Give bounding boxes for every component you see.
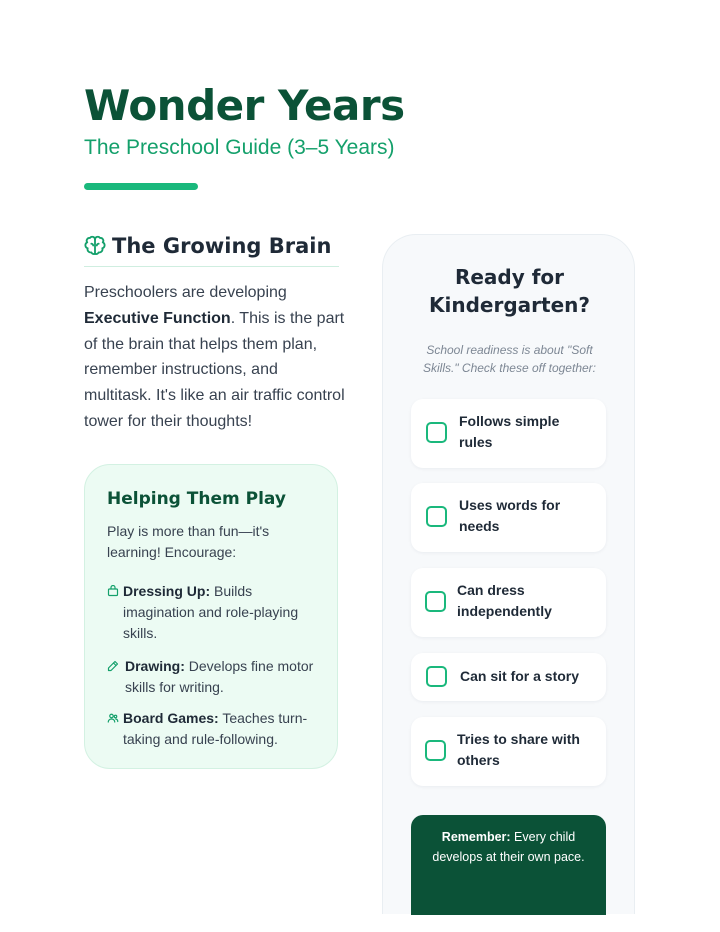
- hanger-icon: [107, 585, 119, 597]
- tip-text: [123, 708, 313, 750]
- brain-section-header: [84, 232, 339, 267]
- checklist-item[interactable]: [411, 568, 606, 637]
- tip-description: Teaches turn-taking and rule-following.: [123, 710, 308, 747]
- checklist-heading: Ready for Kindergarten?: [429, 265, 590, 317]
- executive-function-term: Executive Function: [84, 309, 231, 327]
- checkbox[interactable]: [425, 740, 446, 761]
- brain-heading: The Growing Brain: [112, 234, 332, 258]
- checkbox[interactable]: [425, 591, 446, 612]
- checklist-item[interactable]: [411, 717, 606, 786]
- tip-text: [125, 656, 315, 698]
- remember-message: Every child develops at their own pace.: [432, 830, 585, 864]
- remember-text: [421, 827, 596, 867]
- tip-description: Develops fine motor skills for writing.: [125, 658, 314, 695]
- play-heading: Helping Them Play: [107, 489, 286, 509]
- checkbox[interactable]: [426, 422, 447, 443]
- checklist-note: School readiness is about "Soft Skills." Check these off together:: [422, 343, 596, 375]
- checklist-item[interactable]: [411, 399, 606, 468]
- checklist-item-label: Tries to share with others: [457, 731, 580, 768]
- remember-callout: [411, 815, 606, 915]
- checklist-item-label: Can sit for a story: [460, 668, 580, 684]
- tip-label: Dressing Up:: [123, 583, 211, 599]
- remember-label: Remember:: [441, 830, 511, 844]
- brain-description: [84, 280, 346, 435]
- brain-text-continued: . This is the part of the brain that helps them plan, remember instructions, and multitask. It's like an air traffic control tower for their thoughts!: [84, 309, 345, 430]
- page-subtitle: The Preschool Guide (3–5 Years): [84, 136, 395, 159]
- kindergarten-checklist-card: [382, 234, 635, 914]
- play-tips-card: [84, 464, 338, 769]
- checkbox[interactable]: [426, 506, 447, 527]
- tip-text: [123, 581, 313, 644]
- tip-label: Board Games:: [123, 710, 219, 726]
- checkbox[interactable]: [426, 666, 447, 687]
- checklist-item-label: Follows simple rules: [459, 413, 560, 450]
- brain-icon: [84, 235, 106, 257]
- checklist-item-label: Can dress independently: [457, 582, 552, 619]
- tip-label: Drawing:: [125, 658, 185, 674]
- accent-divider: [84, 183, 198, 190]
- checklist-item-label: Uses words for needs: [459, 497, 561, 534]
- brain-text: Preschoolers are developing: [84, 284, 287, 301]
- checklist-item[interactable]: [411, 653, 606, 701]
- tip-description: Builds imagination and role-playing skills.: [123, 583, 299, 641]
- users-icon: [107, 712, 119, 724]
- pencil-icon: [107, 660, 119, 672]
- page-title: Wonder Years: [84, 81, 405, 130]
- checklist-item[interactable]: [411, 483, 606, 552]
- play-intro: Play is more than fun—it's learning! Encourage:: [107, 523, 270, 560]
